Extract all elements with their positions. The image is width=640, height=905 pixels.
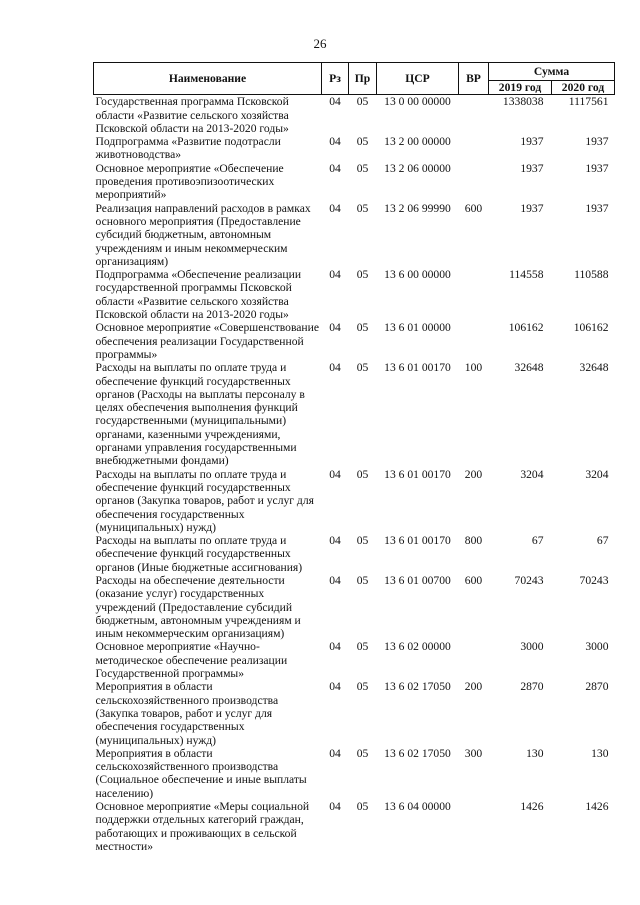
- cell-amount-2020: 32648: [579, 361, 609, 375]
- cell-amount-2019: 1426: [520, 800, 544, 814]
- table-row: [94, 321, 615, 361]
- cell-pr: 05: [356, 800, 369, 814]
- cell-pr: 05: [356, 534, 369, 548]
- cell-amount-2019: 1338038: [502, 95, 544, 109]
- cell-amount-2019: 3000: [520, 640, 544, 654]
- cell-csr: 13 6 01 00000: [384, 321, 451, 335]
- cell-rz: 04: [329, 680, 341, 694]
- table-header: [94, 63, 615, 95]
- cell-rz: 04: [329, 746, 341, 760]
- cell-name: Государственная программа Псковской области «Развитие сельского хозяйства Псковской области на 2013-2020 годы»: [95, 95, 289, 135]
- cell-amount-2020: 1937: [585, 161, 609, 175]
- cell-vr: 200: [464, 680, 483, 694]
- cell-vr: 100: [464, 361, 483, 375]
- cell-amount-2019: 67: [531, 534, 544, 548]
- cell-pr: 05: [356, 680, 369, 694]
- table-row: [94, 202, 615, 268]
- cell-csr: 13 0 00 00000: [384, 95, 451, 109]
- cell-amount-2020: 106162: [573, 321, 609, 335]
- header-year-2020: 2020 год: [552, 81, 615, 95]
- table-body: [94, 95, 615, 853]
- cell-pr: 05: [356, 640, 369, 654]
- cell-pr: 05: [356, 321, 369, 335]
- cell-csr: 13 6 02 17050: [384, 746, 451, 760]
- cell-rz: 04: [329, 321, 341, 335]
- cell-name: Подпрограмма «Развитие подотрасли животноводства»: [95, 135, 281, 162]
- cell-rz: 04: [329, 534, 341, 548]
- cell-amount-2020: 1937: [585, 135, 609, 149]
- cell-rz: 04: [329, 268, 341, 282]
- header-rz: Рз: [322, 63, 349, 95]
- cell-csr: 13 6 02 17050: [384, 680, 451, 694]
- cell-name: Основное мероприятие «Обеспечение проведения противоэпизоотических мероприятий»: [95, 161, 284, 202]
- header-csr: ЦСР: [377, 63, 459, 95]
- cell-pr: 05: [356, 467, 369, 481]
- cell-csr: 13 2 00 00000: [384, 135, 451, 149]
- cell-name: Основное мероприятие «Научно-методическое обеспечение реализации Государственной программы»: [95, 640, 288, 681]
- cell-amount-2019: 2870: [520, 680, 544, 694]
- cell-vr: [459, 268, 489, 321]
- cell-rz: 04: [329, 135, 341, 149]
- cell-csr: 13 6 01 00700: [384, 573, 451, 587]
- header-vr: ВР: [459, 63, 489, 95]
- cell-amount-2020: 70243: [579, 573, 609, 587]
- cell-amount-2019: 130: [526, 746, 544, 760]
- cell-pr: 05: [356, 268, 369, 282]
- cell-pr: 05: [356, 746, 369, 760]
- cell-amount-2019: 3204: [520, 467, 544, 481]
- cell-rz: 04: [329, 361, 341, 375]
- cell-pr: 05: [356, 135, 369, 149]
- page-number: 26: [313, 36, 327, 51]
- cell-pr: 05: [356, 201, 369, 215]
- cell-name: Подпрограмма «Обеспечение реализации государственной программы Псковской области «Развитие сельского хозяйства Псковской области на 2013-2020 годы»: [95, 268, 302, 322]
- cell-amount-2020: 1117561: [568, 95, 609, 109]
- cell-csr: 13 6 01 00170: [384, 534, 451, 548]
- cell-amount-2019: 1937: [520, 135, 544, 149]
- cell-name: Мероприятия в области сельскохозяйственного производства (Социальное обеспечение и иные выплаты населению): [95, 746, 307, 800]
- cell-csr: 13 2 06 99990: [384, 201, 451, 215]
- table-row: [94, 640, 615, 680]
- cell-amount-2019: 32648: [514, 361, 544, 375]
- table-row: [94, 95, 615, 135]
- table-row: [94, 162, 615, 202]
- header-pr: Пр: [349, 63, 377, 95]
- cell-vr: 200: [464, 467, 483, 481]
- cell-csr: 13 6 01 00170: [384, 467, 451, 481]
- header-sum: Сумма: [489, 63, 615, 81]
- cell-amount-2019: 114558: [509, 268, 544, 282]
- cell-amount-2020: 2870: [585, 680, 609, 694]
- cell-vr: 800: [464, 534, 483, 548]
- cell-name: Мероприятия в области сельскохозяйственного производства (Закупка товаров, работ и услуг для обеспечения государственных (муниципальных) нужд): [95, 680, 279, 747]
- cell-amount-2020: 1426: [585, 800, 609, 814]
- cell-rz: 04: [329, 640, 341, 654]
- cell-vr: 600: [464, 573, 483, 587]
- cell-name: Расходы на выплаты по оплате труда и обеспечение функций государственных органов (Расходы на выплаты персоналу в целях обеспечения выполнения функций государственными (муниципальными) органами, казенными учреждениями, органами управления государственными внебюджетными фондами): [95, 361, 305, 468]
- cell-amount-2020: 67: [596, 534, 609, 548]
- cell-vr: 300: [464, 746, 483, 760]
- cell-pr: 05: [356, 95, 369, 109]
- cell-csr: 13 6 04 00000: [384, 800, 451, 814]
- cell-amount-2020: 110588: [574, 268, 609, 282]
- cell-pr: 05: [356, 161, 369, 175]
- cell-rz: 04: [329, 800, 341, 814]
- cell-amount-2020: 3000: [585, 640, 609, 654]
- cell-vr: 600: [464, 201, 483, 215]
- budget-table: [93, 62, 615, 853]
- cell-vr: [459, 321, 489, 361]
- cell-csr: 13 2 06 00000: [384, 161, 451, 175]
- table-row: [94, 361, 615, 467]
- cell-rz: 04: [329, 161, 341, 175]
- header-year-2019: 2019 год: [489, 81, 552, 95]
- cell-amount-2019: 70243: [514, 573, 544, 587]
- cell-csr: 13 6 00 00000: [384, 268, 451, 282]
- cell-name: Основное мероприятие «Меры социальной поддержки отдельных категорий граждан, работающих и проживающих в сельской местности»: [95, 800, 310, 853]
- table-row: [94, 574, 615, 640]
- cell-name: Расходы на выплаты по оплате труда и обеспечение функций государственных органов (Закупка товаров, работ и услуг для обеспечения государственных (муниципальных) нужд): [95, 467, 314, 534]
- cell-amount-2019: 1937: [520, 161, 544, 175]
- cell-amount-2019: 1937: [520, 201, 544, 215]
- cell-amount-2020: 1937: [585, 201, 609, 215]
- cell-csr: 13 6 02 00000: [384, 640, 451, 654]
- cell-name: Расходы на выплаты по оплате труда и обеспечение функций государственных органов (Иные бюджетные ассигнования): [95, 534, 303, 574]
- cell-amount-2019: 106162: [508, 321, 544, 335]
- cell-name: Реализация направлений расходов в рамках основного мероприятия (Предоставление субсидий бюджетным, автономным учреждениям и иным некоммерческим организациям): [95, 201, 311, 268]
- cell-vr: [459, 135, 489, 162]
- cell-pr: 05: [356, 361, 369, 375]
- cell-rz: 04: [329, 467, 341, 481]
- cell-pr: 05: [356, 573, 369, 587]
- table-row: [94, 680, 615, 746]
- cell-amount-2020: 3204: [585, 467, 609, 481]
- cell-amount-2020: 130: [591, 746, 609, 760]
- cell-vr: [459, 640, 489, 680]
- cell-name: Основное мероприятие «Совершенствование обеспечения реализации Государственной программы»: [95, 321, 319, 361]
- cell-vr: [459, 162, 489, 202]
- table-row: [94, 268, 615, 321]
- cell-name: Расходы на обеспечение деятельности (оказание услуг) государственных учреждений (Предоставление субсидий бюджетным, автономным учреждениям и иным некоммерческим организациям): [95, 573, 301, 641]
- header-name: Наименование: [94, 63, 322, 95]
- cell-vr: [459, 800, 489, 853]
- cell-rz: 04: [329, 573, 341, 587]
- table-row: [94, 468, 615, 534]
- table-row: [94, 534, 615, 574]
- table-row: [94, 800, 615, 853]
- table-row: [94, 135, 615, 162]
- cell-rz: 04: [329, 95, 341, 109]
- table-row: [94, 747, 615, 800]
- cell-vr: [459, 95, 489, 135]
- cell-rz: 04: [329, 201, 341, 215]
- cell-csr: 13 6 01 00170: [384, 361, 451, 375]
